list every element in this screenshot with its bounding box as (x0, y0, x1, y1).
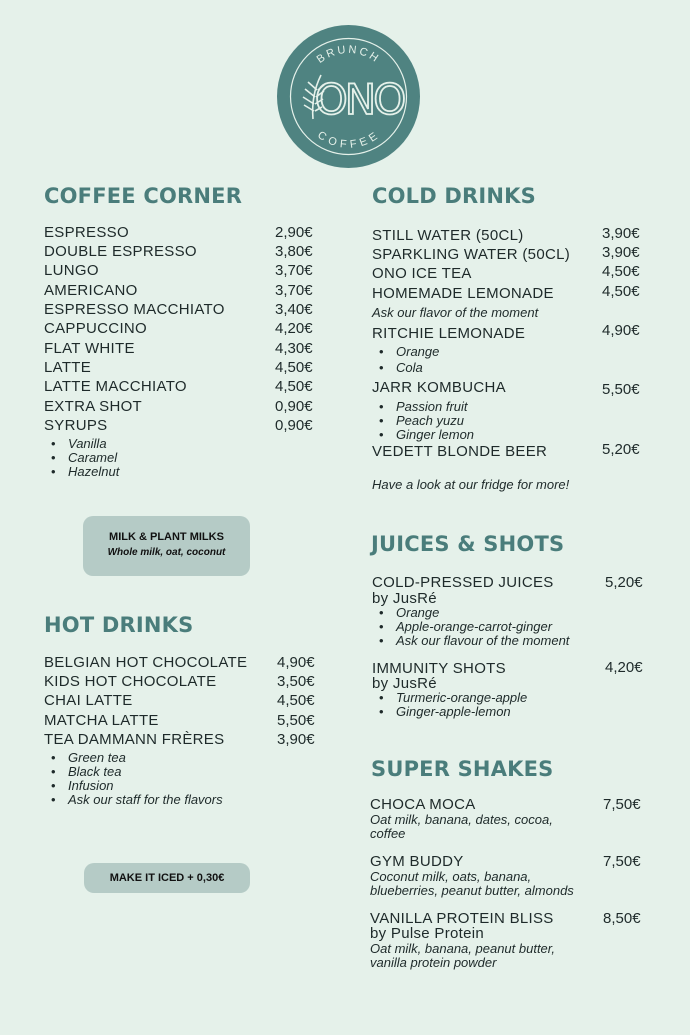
juices-shots-title: JUICES & SHOTS (371, 532, 565, 556)
item-price: 3,90€ (602, 244, 640, 261)
item-name: SYRUPS (44, 417, 108, 434)
ono-logo-mark (277, 25, 420, 168)
item-name: ONO ICE TEA (372, 265, 472, 282)
item-price: 5,50€ (602, 381, 640, 398)
shot-option: • Turmeric-orange-apple (396, 691, 527, 705)
logo-name: ONO (314, 75, 404, 124)
kombucha-option: • Peach yuzu (396, 414, 464, 428)
tea-option: • Green tea (68, 751, 126, 765)
hot-drinks-title: HOT DRINKS (44, 613, 194, 637)
ritchie-option: • Orange (396, 345, 439, 359)
super-shakes-title: SUPER SHAKES (371, 757, 554, 781)
item-price: 7,50€ (603, 853, 641, 870)
item-description: blueberries, peanut butter, almonds (370, 883, 574, 898)
item-name: JARR KOMBUCHA (372, 379, 506, 396)
item-name: SPARKLING WATER (50CL) (372, 246, 571, 263)
item-description: coffee (370, 826, 406, 841)
item-name: HOMEMADE LEMONADE (372, 285, 554, 302)
item-name: KIDS HOT CHOCOLATE (44, 673, 217, 690)
item-name: VANILLA PROTEIN BLISS (370, 910, 554, 927)
svg-text:BRUNCH (315, 44, 383, 66)
item-name: CHAI LATTE (44, 692, 133, 709)
item-price: 4,20€ (275, 320, 313, 337)
tea-option: • Ask our staff for the flavors (68, 793, 223, 807)
svg-text:COFFEE (315, 129, 382, 151)
item-price: 5,50€ (277, 712, 315, 729)
item-name: LUNGO (44, 262, 99, 279)
item-name: CAPPUCCINO (44, 320, 148, 337)
item-name: EXTRA SHOT (44, 398, 143, 415)
tea-option: • Infusion (68, 779, 114, 793)
item-name: MATCHA LATTE (44, 712, 159, 729)
ono-logo (277, 25, 420, 168)
item-price: 8,50€ (603, 910, 641, 927)
milk-options-badge (83, 516, 250, 576)
juice-option: • Orange (396, 606, 439, 620)
item-price: 0,90€ (275, 398, 313, 415)
item-name: ESPRESSO MACCHIATO (44, 301, 225, 318)
item-description: Coconut milk, oats, banana, (370, 869, 532, 884)
milk-badge-title: MILK & PLANT MILKS (109, 531, 224, 543)
item-price: 0,90€ (275, 417, 313, 434)
item-brand: by JusRé (372, 590, 437, 607)
item-name: BELGIAN HOT CHOCOLATE (44, 654, 248, 671)
item-price: 3,90€ (277, 731, 315, 748)
syrup-option: • Caramel (68, 451, 117, 465)
item-price: 4,30€ (275, 340, 313, 357)
make-it-iced-badge (84, 863, 250, 893)
item-price: 3,80€ (275, 243, 313, 260)
item-description: vanilla protein powder (370, 955, 497, 970)
item-name: DOUBLE ESPRESSO (44, 243, 197, 260)
item-price: 4,50€ (602, 283, 640, 300)
kombucha-option: • Ginger lemon (396, 428, 474, 442)
item-price: 3,70€ (275, 282, 313, 299)
item-name: IMMUNITY SHOTS (372, 660, 506, 677)
kombucha-option: • Passion fruit (396, 400, 468, 414)
coffee-corner-title: COFFEE CORNER (44, 184, 243, 208)
item-name: GYM BUDDY (370, 853, 464, 870)
ritchie-option: • Cola (396, 361, 423, 375)
item-price: 3,50€ (277, 673, 315, 690)
iced-badge-label: MAKE IT ICED + 0,30€ (109, 872, 225, 884)
logo-top-text: BRUNCH (314, 43, 383, 66)
item-name: ESPRESSO (44, 224, 129, 241)
item-price: 4,50€ (277, 692, 315, 709)
tea-option: • Black tea (68, 765, 121, 779)
item-price: 3,70€ (275, 262, 313, 279)
item-price: 5,20€ (605, 574, 643, 591)
item-name: COLD-PRESSED JUICES (372, 574, 554, 591)
item-name: LATTE MACCHIATO (44, 378, 187, 395)
item-price: 4,50€ (602, 263, 640, 280)
item-price: 4,90€ (602, 322, 640, 339)
item-name: RITCHIE LEMONADE (372, 325, 526, 342)
item-price: 3,90€ (602, 225, 640, 242)
item-name: VEDETT BLONDE BEER (372, 443, 548, 460)
item-name: LATTE (44, 359, 92, 376)
syrup-option: • Hazelnut (68, 465, 119, 479)
fridge-note: Have a look at our fridge for more! (372, 477, 570, 492)
item-name: AMERICANO (44, 282, 138, 299)
item-price: 4,20€ (605, 659, 643, 676)
item-description: Oat milk, banana, dates, cocoa, (370, 812, 553, 827)
item-price: 4,90€ (277, 654, 315, 671)
item-price: 3,40€ (275, 301, 313, 318)
logo-bottom-text: COFFEE (315, 129, 382, 151)
cold-drinks-title: COLD DRINKS (372, 184, 536, 208)
item-name: STILL WATER (50CL) (372, 227, 524, 244)
item-name: CHOCA MOCA (370, 796, 476, 813)
lemonade-note: Ask our flavor of the moment (372, 305, 539, 320)
item-price: 4,50€ (275, 378, 313, 395)
item-name: TEA DAMMANN FRÈRES (44, 731, 225, 748)
item-description: Oat milk, banana, peanut butter, (370, 941, 556, 956)
milk-badge-subtitle: Whole milk, oat, coconut (107, 547, 226, 558)
syrup-option: • Vanilla (68, 437, 107, 451)
item-price: 7,50€ (603, 796, 641, 813)
item-price: 4,50€ (275, 359, 313, 376)
juice-option: • Apple-orange-carrot-ginger (396, 620, 552, 634)
shot-option: • Ginger-apple-lemon (396, 705, 511, 719)
item-name: FLAT WHITE (44, 340, 135, 357)
item-price: 2,90€ (275, 224, 313, 241)
item-brand: by JusRé (372, 675, 437, 692)
item-price: 5,20€ (602, 441, 640, 458)
item-brand: by Pulse Protein (370, 925, 485, 942)
juice-option: • Ask our flavour of the moment (396, 634, 569, 648)
